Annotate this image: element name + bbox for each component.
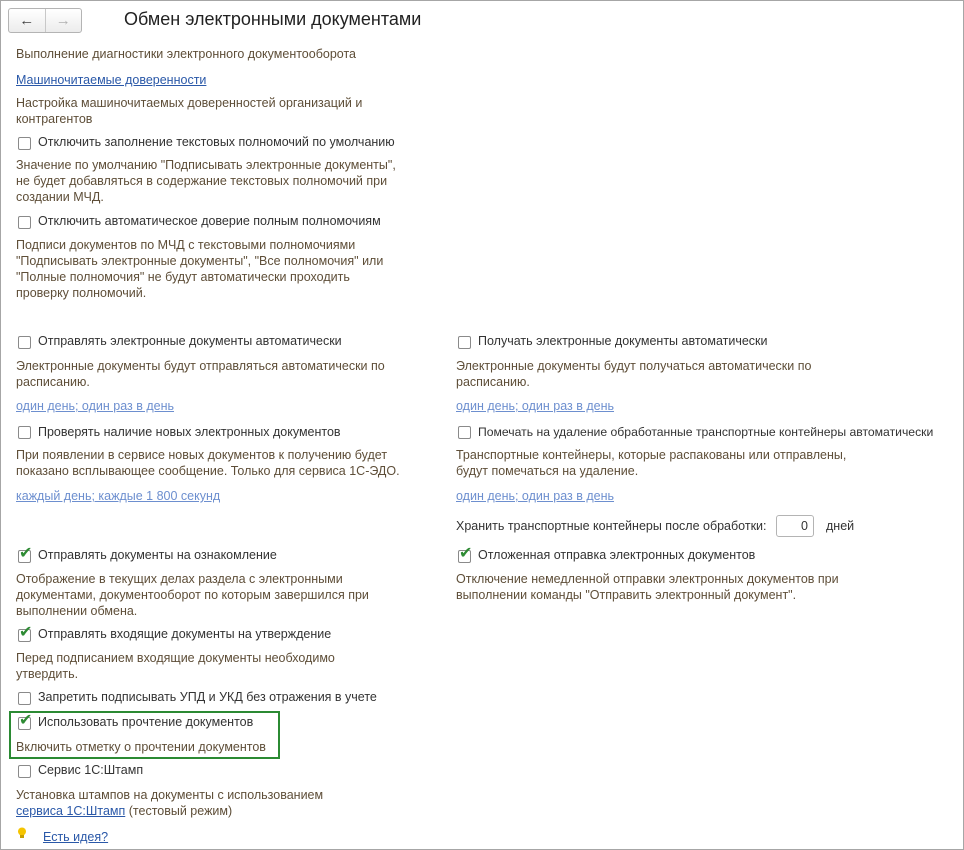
send-incoming-desc: Перед подписанием входящие документы необходимо утвердить.: [16, 651, 335, 681]
mark-delete-desc: Транспортные контейнеры, которые распакованы или отправлены, будут помечаться на удаление.: [456, 448, 847, 478]
send-review-checkbox[interactable]: [18, 545, 33, 563]
read-receipts-checkbox[interactable]: [18, 712, 33, 730]
stamp-label[interactable]: Сервис 1С:Штамп: [38, 763, 144, 777]
check-new-desc: При появлении в сервисе новых документов к получению будет показано всплывающее сообщение. Только для сервиса 1С-ЭДО.: [16, 448, 400, 478]
stamp-checkbox[interactable]: [18, 765, 31, 778]
checkmark-icon: ✔: [19, 624, 33, 641]
idea-link[interactable]: Есть идея?: [43, 830, 109, 844]
forward-arrow-icon[interactable]: →: [45, 9, 82, 32]
forbid-sign-checkbox[interactable]: [18, 692, 31, 705]
receive-auto-checkbox[interactable]: [458, 336, 471, 349]
disable-auto-trust-desc: Подписи документов по МЧД с текстовыми полномочиями "Подписывать электронные документы", "Все полномочия" или "Полные полномочия" не будут автоматически проходить проверку полномочий.: [16, 238, 384, 300]
disable-auto-trust-checkbox[interactable]: [18, 216, 31, 229]
mark-delete-schedule-link[interactable]: один день; один раз в день: [456, 489, 615, 503]
mark-delete-label[interactable]: Помечать на удаление обработанные транспортные контейнеры автоматически: [478, 425, 934, 439]
checkmark-icon: ✔: [459, 545, 473, 562]
disable-text-authority-desc: Значение по умолчанию "Подписывать электронные документы", не будет добавляться в содержание текстовых полномочий при создании МЧД.: [16, 158, 396, 204]
stamp-service-link[interactable]: сервиса 1С:Штамп: [16, 804, 126, 818]
mchd-link[interactable]: Машиночитаемые доверенности: [16, 73, 207, 87]
checkmark-icon: ✔: [19, 545, 33, 562]
send-auto-label[interactable]: Отправлять электронные документы автоматически: [38, 334, 342, 348]
send-auto-desc: Электронные документы будут отправляться автоматически по расписанию.: [16, 359, 385, 389]
lightbulb-icon: [17, 827, 27, 839]
disable-text-authority-checkbox[interactable]: [18, 137, 31, 150]
diagnostics-text: Выполнение диагностики электронного документооборота: [16, 47, 356, 61]
check-new-label[interactable]: Проверять наличие новых электронных документов: [38, 425, 341, 439]
back-arrow-icon[interactable]: ←: [19, 12, 35, 29]
send-review-label[interactable]: Отправлять документы на ознакомление: [38, 548, 277, 562]
keep-containers-label: Хранить транспортные контейнеры после обработки:: [456, 519, 767, 533]
forbid-sign-label[interactable]: Запретить подписывать УПД и УКД без отражения в учете: [38, 690, 377, 704]
receive-auto-label[interactable]: Получать электронные документы автоматически: [478, 334, 768, 348]
nav-buttons: [8, 8, 82, 33]
send-incoming-label[interactable]: Отправлять входящие документы на утверждение: [38, 627, 332, 641]
send-auto-schedule-link[interactable]: один день; один раз в день: [16, 399, 175, 413]
check-new-schedule-link[interactable]: каждый день; каждые 1 800 секунд: [16, 489, 221, 503]
receive-auto-desc: Электронные документы будут получаться автоматически по расписанию.: [456, 359, 812, 389]
keep-containers-unit: дней: [826, 519, 855, 533]
send-incoming-checkbox[interactable]: [18, 624, 33, 642]
send-review-desc: Отображение в текущих делах раздела с электронными документами, документооборот по которым завершился при выполнении обмена.: [16, 572, 369, 618]
check-new-checkbox[interactable]: [18, 426, 31, 439]
receive-auto-schedule-link[interactable]: один день; один раз в день: [456, 399, 615, 413]
mchd-desc: Настройка машиночитаемых доверенностей организаций и контрагентов: [16, 96, 363, 126]
deferred-send-label[interactable]: Отложенная отправка электронных документов: [478, 548, 756, 562]
deferred-send-checkbox[interactable]: [458, 545, 473, 563]
disable-auto-trust-label[interactable]: Отключить автоматическое доверие полным полномочиям: [38, 214, 381, 228]
send-auto-checkbox[interactable]: [18, 336, 31, 349]
keep-containers-input[interactable]: 0: [776, 515, 814, 537]
page-title: Обмен электронными документами: [124, 9, 422, 29]
read-receipts-label[interactable]: Использовать прочтение документов: [38, 715, 254, 729]
read-receipts-desc: Включить отметку о прочтении документов: [16, 740, 266, 754]
deferred-send-desc: Отключение немедленной отправки электронных документов при выполнении команды "Отправить электронный документ".: [456, 572, 839, 602]
disable-text-authority-label[interactable]: Отключить заполнение текстовых полномочий по умолчанию: [38, 135, 395, 149]
checkmark-icon: ✔: [19, 712, 33, 729]
mark-delete-checkbox[interactable]: [458, 426, 471, 439]
stamp-desc: Установка штампов на документы с использованием сервиса 1С:Штамп (тестовый режим): [16, 788, 324, 818]
